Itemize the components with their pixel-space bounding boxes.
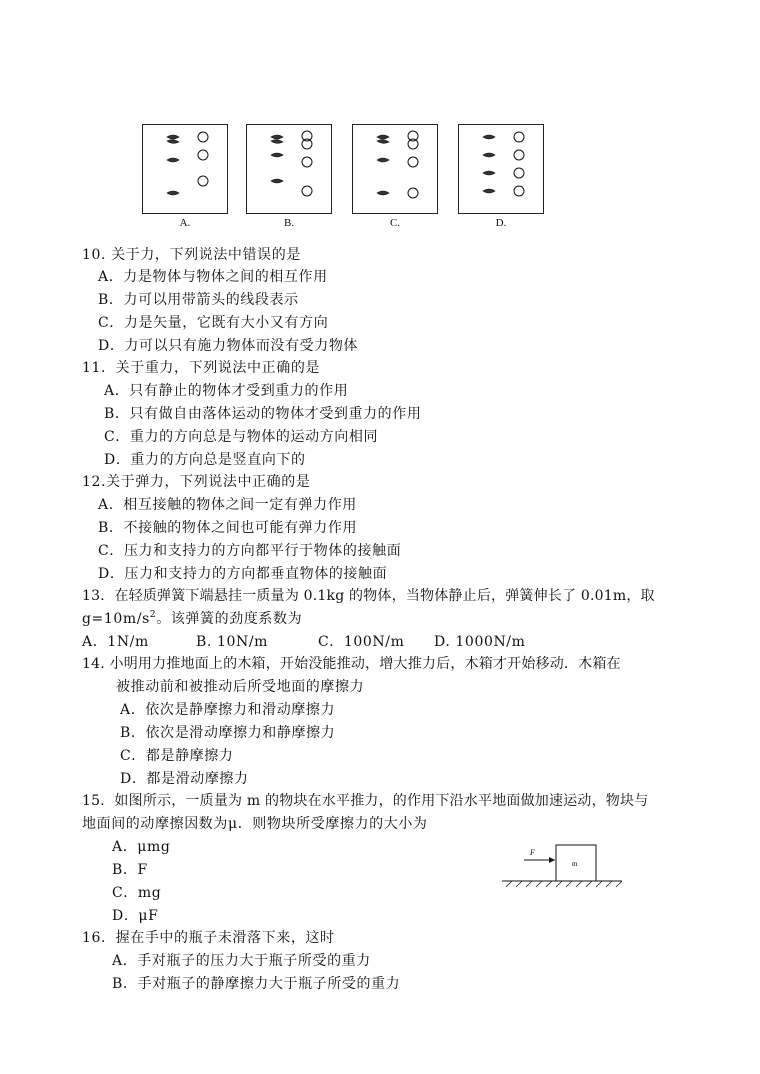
option-figures: [142, 124, 542, 234]
question-11-option-b: B．只有做自由落体运动的物体才受到重力的作用: [104, 406, 422, 422]
question-15-stem-line1: 15．如图所示，一质量为 m 的物块在水平推力，的作用下沿水平地面做加速运动，物块与: [82, 793, 649, 809]
question-15-option-b: B．F: [112, 862, 148, 878]
question-14-stem-line2: 被推动前和被推动后所受地面的摩擦力: [116, 679, 365, 695]
figure-label-c: C.: [389, 217, 401, 229]
question-14-option-a: A．依次是静摩擦力和滑动摩擦力: [120, 702, 336, 718]
question-13-stem-line2: [82, 610, 302, 628]
question-11-option-d: D．重力的方向总是竖直向下的: [104, 452, 306, 468]
question-12-option-c: C．压力和支持力的方向都平行于物体的接触面: [98, 543, 402, 559]
figure-label-d: D.: [495, 217, 507, 229]
question-10-option-a: A．力是物体与物体之间的相互作用: [98, 269, 328, 285]
question-13-option-c: C．100N/m: [318, 634, 405, 650]
question-13-option-d: D. 1000N/m: [434, 634, 526, 650]
question-14-option-b: B．依次是滑动摩擦力和静摩擦力: [120, 725, 336, 741]
figure-panel-b: [246, 124, 332, 214]
question-11-option-c: C．重力的方向总是与物体的运动方向相同: [104, 429, 379, 445]
question-14-stem-line1: 14. 小明用力推地面上的木箱，开始没能推动，增大推力后，木箱才开始移动．木箱在: [82, 656, 621, 672]
question-15-option-c: C．mg: [112, 885, 162, 901]
question-10-option-c: C．力是矢量，它既有大小又有方向: [98, 315, 329, 331]
question-13-exponent: 2: [149, 610, 157, 620]
question-16-option-b: B．手对瓶子的静摩擦力大于瓶子所受的重力: [112, 976, 401, 992]
figure-panel-d: [458, 124, 544, 214]
question-12-option-d: D．压力和支持力的方向都垂直物体的接触面: [98, 566, 388, 582]
figure-label-a: A.: [179, 217, 191, 229]
question-15-option-d: D．μF: [112, 908, 159, 924]
question-10-stem: 10. 关于力，下列说法中错误的是: [82, 247, 301, 263]
question-12-option-a: A．相互接触的物体之间一定有弹力作用: [98, 497, 357, 513]
question-13-option-a: A．1N/m: [82, 634, 149, 650]
figure-panel-c: [352, 124, 438, 214]
drop-pattern-c-icon: [353, 125, 439, 215]
mass-label: m: [572, 860, 578, 868]
question-14-option-d: D．都是滑动摩擦力: [120, 771, 249, 787]
force-label: F: [530, 848, 535, 857]
question-15-option-a: A．μmg: [112, 839, 171, 855]
question-16-option-a: A．手对瓶子的压力大于瓶子所受的重力: [112, 953, 371, 969]
drop-pattern-a-icon: [143, 125, 229, 215]
question-15-figure: [502, 843, 622, 889]
drop-pattern-d-icon: [459, 125, 545, 215]
question-13-option-b: B. 10N/m: [196, 634, 269, 650]
question-10-option-b: B．力可以用带箭头的线段表示: [98, 292, 299, 308]
question-11-stem: 11．关于重力，下列说法中正确的是: [82, 360, 321, 376]
question-12-option-b: B．不接触的物体之间也可能有弹力作用: [98, 520, 358, 536]
question-10-option-d: D．力可以只有施力物体而没有受力物体: [98, 338, 359, 354]
question-16-stem: 16．握在手中的瓶子未滑落下来，这时: [82, 930, 335, 946]
figure-panel-a: [142, 124, 228, 214]
drop-pattern-b-icon: [247, 125, 333, 215]
question-13-gravity: g=10m/s: [82, 611, 150, 627]
block-on-ground-icon: [502, 843, 622, 889]
question-12-stem: 12.关于弹力，下列说法中正确的是: [82, 474, 311, 490]
figure-label-b: B.: [283, 217, 295, 229]
question-13-stem-line1: 13．在轻质弹簧下端悬挂一质量为 0.1kg 的物体，当物体静止后，弹簧伸长了 0.01m，取: [82, 588, 655, 604]
question-15-stem-line2: 地面间的动摩擦因数为μ．则物块所受摩擦力的大小为: [82, 816, 428, 832]
question-13-stem-tail: 。该弹簧的劲度系数为: [156, 611, 303, 627]
question-11-option-a: A．只有静止的物体才受到重力的作用: [104, 383, 349, 399]
question-14-option-c: C．都是静摩擦力: [120, 748, 234, 764]
